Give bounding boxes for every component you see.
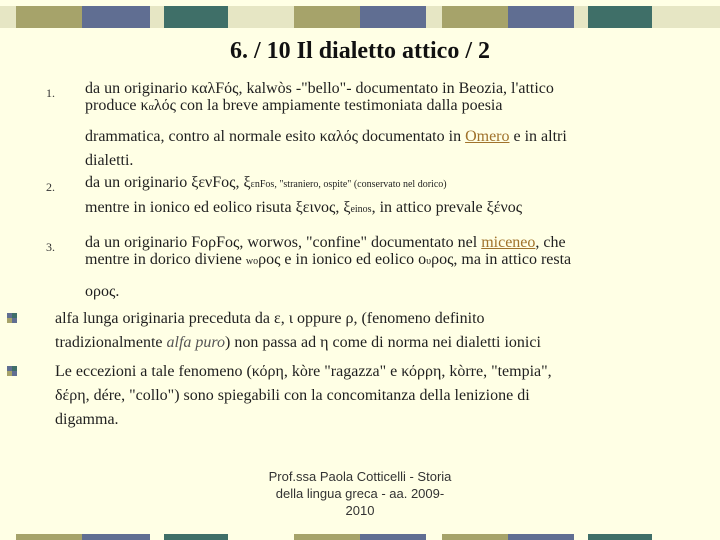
item-1-line-4: dialetti. [85, 152, 134, 169]
bullet-2-line-3: digamma. [55, 411, 119, 428]
item-2-line-2: mentre in ionico ed eolico risuta ξεινος, ξeinos, in attico prevale ξένος [85, 199, 523, 216]
item-1-line-1: da un originario καλFός, kalwòs -"bello"- documentato in Beozia, l'attico [85, 80, 554, 97]
item-1-line-2: produce καλός con la breve ampiamente testimoniata dalla poesia [85, 97, 503, 114]
item-2-line-1: da un originario ξενFος, ξεnFos, "straniero, ospite" (conservato nel dorico) [85, 174, 447, 191]
footer-line-3: 2010 [345, 503, 375, 518]
bullet-1-line-2: tradizionalmente alfa puro) non passa ad η come di norma nei dialetti ionici [55, 334, 541, 351]
item-1-line-3: drammatica, contro al normale esito καλός documentato in Omero e in altri [85, 128, 567, 145]
list-number-1: 1. [46, 86, 55, 100]
bullet-icon [7, 313, 17, 323]
footer-line-1: Prof.ssa Paola Cotticelli - Storia [268, 469, 452, 484]
top-decorative-band [0, 6, 720, 28]
footer-line-2: della lingua greca - aa. 2009- [275, 486, 445, 501]
list-number-2: 2. [46, 180, 55, 194]
bullet-icon [7, 366, 17, 376]
bullet-1-line-1: alfa lunga originaria preceduta da ε, ι oppure ρ, (fenomeno definito [55, 310, 485, 327]
item-3-line-1: da un originario FoρFος, worwos, "confine" documentato nel miceneo, che [85, 234, 566, 251]
list-number-3: 3. [46, 240, 55, 254]
bullet-2-line-2: δέρη, dére, "collo") sono spiegabili con la concomitanza della lenizione di [55, 387, 530, 404]
bottom-decorative-band [0, 534, 720, 540]
item-3-line-3: ορος. [85, 283, 120, 300]
slide-footer [230, 468, 490, 519]
item-3-line-2: mentre in dorico diviene woρος e in ionico ed eolico ουρος, ma in attico resta [85, 251, 572, 268]
miceneo-link[interactable]: miceneo [481, 234, 536, 251]
bullet-2-line-1: Le eccezioni a tale fenomeno (κόρη, kòre "ragazza" e κόρρη, kòrre, "tempia", [55, 363, 552, 380]
omero-link[interactable]: Omero [465, 128, 510, 145]
slide-title: 6. / 10 Il dialetto attico / 2 [230, 38, 490, 64]
